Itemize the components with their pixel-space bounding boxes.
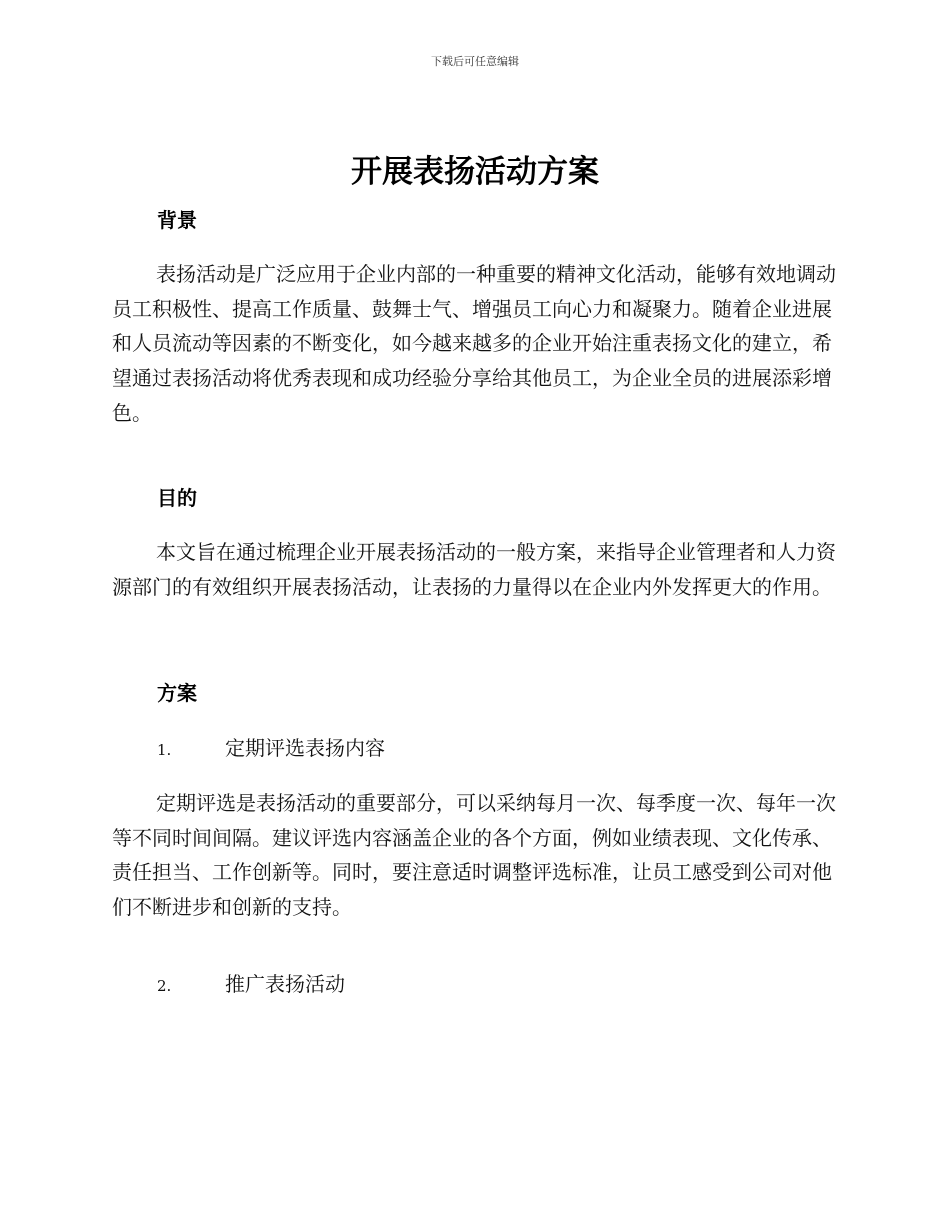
section-heading-purpose: 目的 [157,486,197,510]
document-title: 开展表扬活动方案 [351,154,599,190]
list-item-2 [157,970,345,1000]
section-heading-background: 背景 [157,208,197,232]
purpose-paragraph: 本文旨在通过梳理企业开展表扬活动的一般方案，来指导企业管理者和人力资源部门的有效组织开展表扬活动，让表扬的力量得以在企业内外发挥更大的作用。 [112,540,836,599]
background-paragraph: 表扬活动是广泛应用于企业内部的一种重要的精神文化活动，能够有效地调动员工积极性、提高工作质量、鼓舞士气、增强员工向心力和凝聚力。随着企业进展和人员流动等因素的不断变化，如今越来越多的企业开始注重表扬文化的建立，希望通过表扬活动将优秀表现和成功经验分享给其他员工，为企业全员的进展添彩增色。 [112,262,836,425]
list-item-number: 2. [157,977,172,995]
list-item-title: 定期评选表扬内容 [225,736,385,760]
section-heading-plan: 方案 [157,681,197,705]
list-item-1 [157,734,385,764]
list-item-title: 推广表扬活动 [225,972,345,996]
list-item-number: 1. [157,741,172,759]
header-note: 下载后可任意编辑 [431,55,519,68]
plan-item-1-paragraph: 定期评选是表扬活动的重要部分，可以采纳每月一次、每季度一次、每年一次等不同时间间隔。建议评选内容涵盖企业的各个方面，例如业绩表现、文化传承、责任担当、工作创新等。同时，要注意适时调整评选标准，让员工感受到公司对他们不断进步和创新的支持。 [112,791,836,920]
